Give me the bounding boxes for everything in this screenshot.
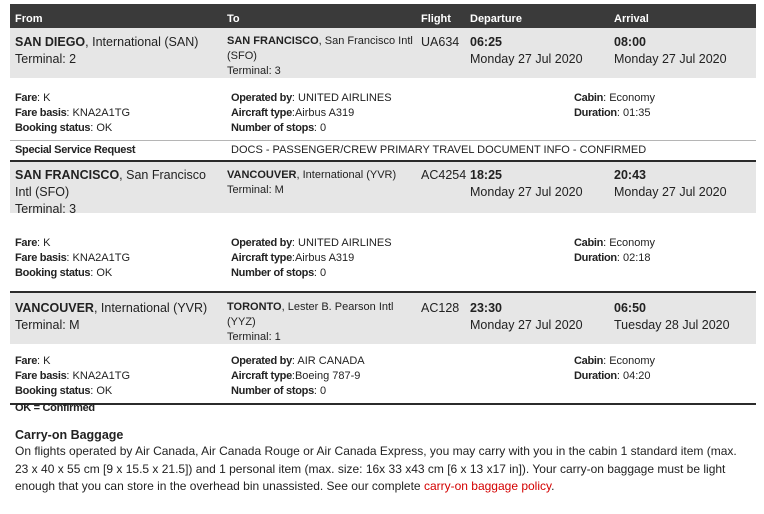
segment-2-stops: Number of stops: 0: [231, 267, 327, 279]
segment-1-flight: UA634: [421, 35, 460, 49]
segment-1-stops: Number of stops: 0: [231, 122, 327, 134]
segment-2-dep-date: Monday 27 Jul 2020: [470, 185, 583, 199]
segment-2-to-terminal: Terminal: M: [227, 184, 284, 196]
segment-2-arr-date: Monday 27 Jul 2020: [614, 185, 727, 199]
segment-3-to-terminal: Terminal: 1: [227, 331, 281, 343]
segment-2-flight: AC4254: [421, 168, 467, 182]
segment-2-from-rest: Intl (SFO): [15, 185, 70, 199]
segment-3-to-code: (YYZ): [227, 316, 256, 328]
segment-2-details: [10, 224, 756, 291]
segment-1-dep-time: 06:25: [470, 35, 502, 49]
segment-2-to: VANCOUVER, International (YVR): [227, 169, 397, 181]
segment-1-to-terminal: Terminal: 3: [227, 65, 281, 77]
segment-2-cabin: Cabin: Economy: [574, 237, 656, 249]
segment-1-fare-basis: Fare basis: KNA2A1TG: [15, 107, 131, 119]
header-from: From: [15, 13, 43, 25]
segment-1-dep-date: Monday 27 Jul 2020: [470, 52, 583, 66]
segment-1-to-code: (SFO): [227, 50, 257, 62]
segment-2-operated-by: Operated by: UNITED AIRLINES: [231, 237, 392, 249]
segment-1-details: [10, 78, 756, 160]
segment-1-aircraft: Aircraft type:Airbus A319: [231, 107, 355, 119]
segment-3-from: VANCOUVER, International (YVR): [15, 301, 208, 315]
segment-3-dep-time: 23:30: [470, 301, 502, 315]
segment-2-from-terminal: Terminal: 3: [15, 202, 77, 216]
segment-1-duration: Duration: 01:35: [574, 107, 651, 119]
header-arrival: Arrival: [614, 13, 649, 25]
header-departure: Departure: [470, 13, 522, 25]
segment-2-from: SAN FRANCISCO, San Francisco: [15, 168, 207, 182]
segment-3-arr-date: Tuesday 28 Jul 2020: [614, 318, 730, 332]
segment-3-booking-status: Booking status: OK: [15, 385, 113, 397]
segment-3-dep-date: Monday 27 Jul 2020: [470, 318, 583, 332]
segment-divider: [10, 403, 756, 405]
segment-1-arr-date: Monday 27 Jul 2020: [614, 52, 727, 66]
segment-3-to: TORONTO, Lester B. Pearson Intl: [227, 301, 394, 313]
segment-1-operated-by: Operated by: UNITED AIRLINES: [231, 92, 392, 104]
segment-3-route: [10, 293, 756, 344]
segment-3-cabin: Cabin: Economy: [574, 355, 656, 367]
segment-3-details: [10, 344, 756, 403]
segment-3-aircraft: Aircraft type:Boeing 787-9: [231, 370, 361, 382]
segment-1-arr-time: 08:00: [614, 35, 646, 49]
header-flight: Flight: [421, 13, 451, 25]
carry-on-title: Carry-on Baggage: [15, 428, 124, 442]
segment-1-from-terminal: Terminal: 2: [15, 52, 77, 66]
segment-3-operated-by: Operated by: AIR CANADA: [231, 355, 365, 367]
segment-1-cabin: Cabin: Economy: [574, 92, 656, 104]
header-to: To: [227, 13, 240, 25]
segment-2-route: [10, 162, 756, 216]
carry-on-policy-link[interactable]: carry-on baggage policy: [423, 479, 552, 493]
special-service-request-value: DOCS - PASSENGER/CREW PRIMARY TRAVEL DOCUMENT INFO - CONFIRMED: [231, 144, 647, 156]
segment-3-flight: AC128: [421, 301, 460, 315]
segment-2-duration: Duration: 02:18: [574, 252, 651, 264]
segment-2-aircraft: Aircraft type:Airbus A319: [231, 252, 355, 264]
ok-confirmed-note: OK = Confirmed: [15, 402, 95, 414]
segment-2-dep-time: 18:25: [470, 168, 502, 182]
segment-2-booking-status: Booking status: OK: [15, 267, 113, 279]
segment-1-booking-status: Booking status: OK: [15, 122, 113, 134]
segment-2-arr-time: 20:43: [614, 168, 646, 182]
itinerary: [10, 4, 756, 405]
segment-3-fare: Fare: K: [15, 355, 51, 367]
segment-3-fare-basis: Fare basis: KNA2A1TG: [15, 370, 131, 382]
segment-3-stops: Number of stops: 0: [231, 385, 327, 397]
segment-3-from-terminal: Terminal: M: [15, 318, 80, 332]
special-service-request-label: Special Service Request: [15, 144, 136, 156]
segment-2-fare-basis: Fare basis: KNA2A1TG: [15, 252, 131, 264]
segment-3-arr-time: 06:50: [614, 301, 646, 315]
segment-1-from: SAN DIEGO, International (SAN): [15, 35, 199, 49]
segment-3-duration: Duration: 04:20: [574, 370, 651, 382]
table-header: [10, 4, 756, 28]
segment-2-fare: Fare: K: [15, 237, 51, 249]
segment-1-to: SAN FRANCISCO, San Francisco Intl: [227, 35, 413, 47]
segment-1-fare: Fare: K: [15, 92, 51, 104]
carry-on-text: On flights operated by Air Canada, Air Canada Rouge or Air Canada Express, you may carry with you in the cabin 1 standard item (max. 23 x 40 x 55 cm [9 x 15.5 x 21.5]) and 1 personal item (max. size: 16x 33 x43 cm [6 x 13 x17 in]). Your carry-on baggage must be light enough that you can store in the overhead bin unassisted. See our complete carry-on baggage policy.: [15, 444, 737, 493]
segment-1-route: [10, 28, 756, 78]
